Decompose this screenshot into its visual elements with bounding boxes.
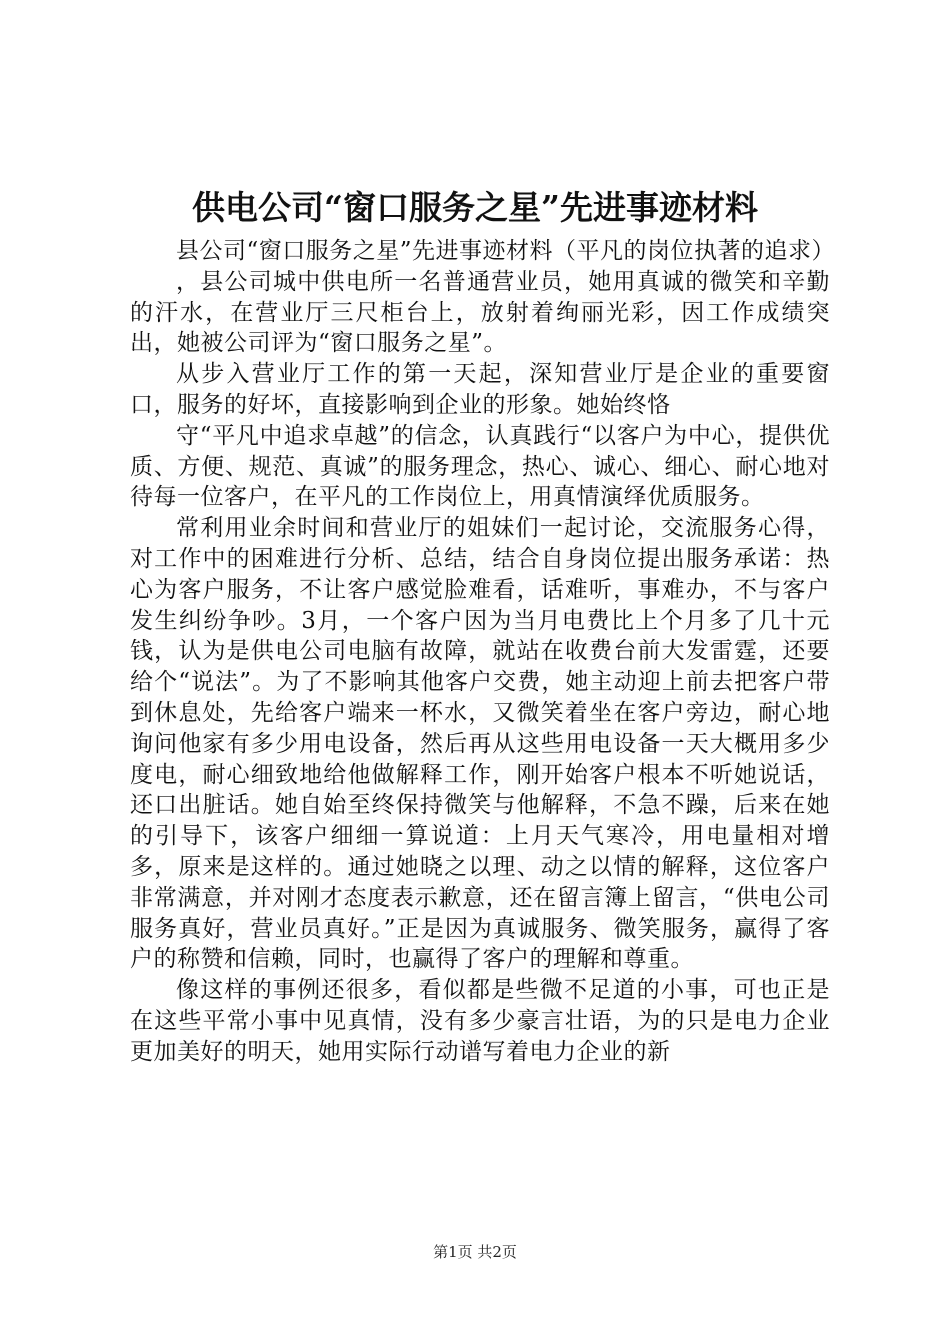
document-title: 供电公司“窗口服务之星”先进事迹材料 [192,188,758,227]
page-number: 第1页 共2页 [433,1243,517,1261]
paragraph-subtitle: 县公司“窗口服务之星”先进事迹材料（平凡的岗位执著的追求） [176,238,836,264]
document-body [130,236,836,1068]
paragraph-window: 从步入营业厅工作的第一天起，深知营业厅是企业的重要窗口，服务的好坏，直接影响到企业的形象。她始终恪 [130,361,830,418]
paragraph-closing: 像这样的事例还很多，看似都是些微不足道的小事，可也正是在这些平常小事中见真情，没有多少豪言壮语，为的只是电力企业更加美好的明天，她用实际行动谱写着电力企业的新 [130,977,830,1065]
paragraph-belief: 守“平凡中追求卓越”的信念，认真践行“以客户为中心，提供优质、方便、规范、真诚”的服务理念，热心、诚心、细心、耐心地对待每一位客户，在平凡的工作岗位上，用真情演绎优质服务。 [130,422,830,511]
paragraph-intro: ，县公司城中供电所一名普通营业员，她用真诚的微笑和辛勤的汗水，在营业厅三尺柜台上，放射着绚丽光彩，因工作成绩突出，她被公司评为“窗口服务之星”。 [130,268,830,357]
paragraph-example: 常利用业余时间和营业厅的姐妹们一起讨论，交流服务心得，对工作中的困难进行分析、总结，结合自身岗位提出服务承诺：热心为客户服务，不让客户感觉脸难看，话难听，事难办，不与客户发生纠纷争吵。3月，一个客户因为当月电费比上个月多了几十元钱，认为是供电公司电脑有故障，就站在收费台前大发雷霆，还要给个“说法”。为了不影响其他客户交费，她主动迎上前去把客户带到休息处，先给客户端来一杯水，又微笑着坐在客户旁边，耐心地询问他家有多少用电设备，然后再从这些用电设备一天大概用多少度电，耐心细致地给他做解释工作，刚开始客户根本不听她说话，还口出脏话。她自始至终保持微笑与他解释，不急不躁，后来在她的引导下，该客户细细一算说道：上月天气寒冷，用电量相对增多，原来是这样的。通过她晓之以理、动之以情的解释，这位客户非常满意，并对刚才态度表示歉意，还在留言簿上留言，“供电公司服务真好，营业员真好。”正是因为真诚服务、微笑服务，赢得了客户的称赞和信赖，同时，也赢得了客户的理解和尊重。 [130,515,830,973]
